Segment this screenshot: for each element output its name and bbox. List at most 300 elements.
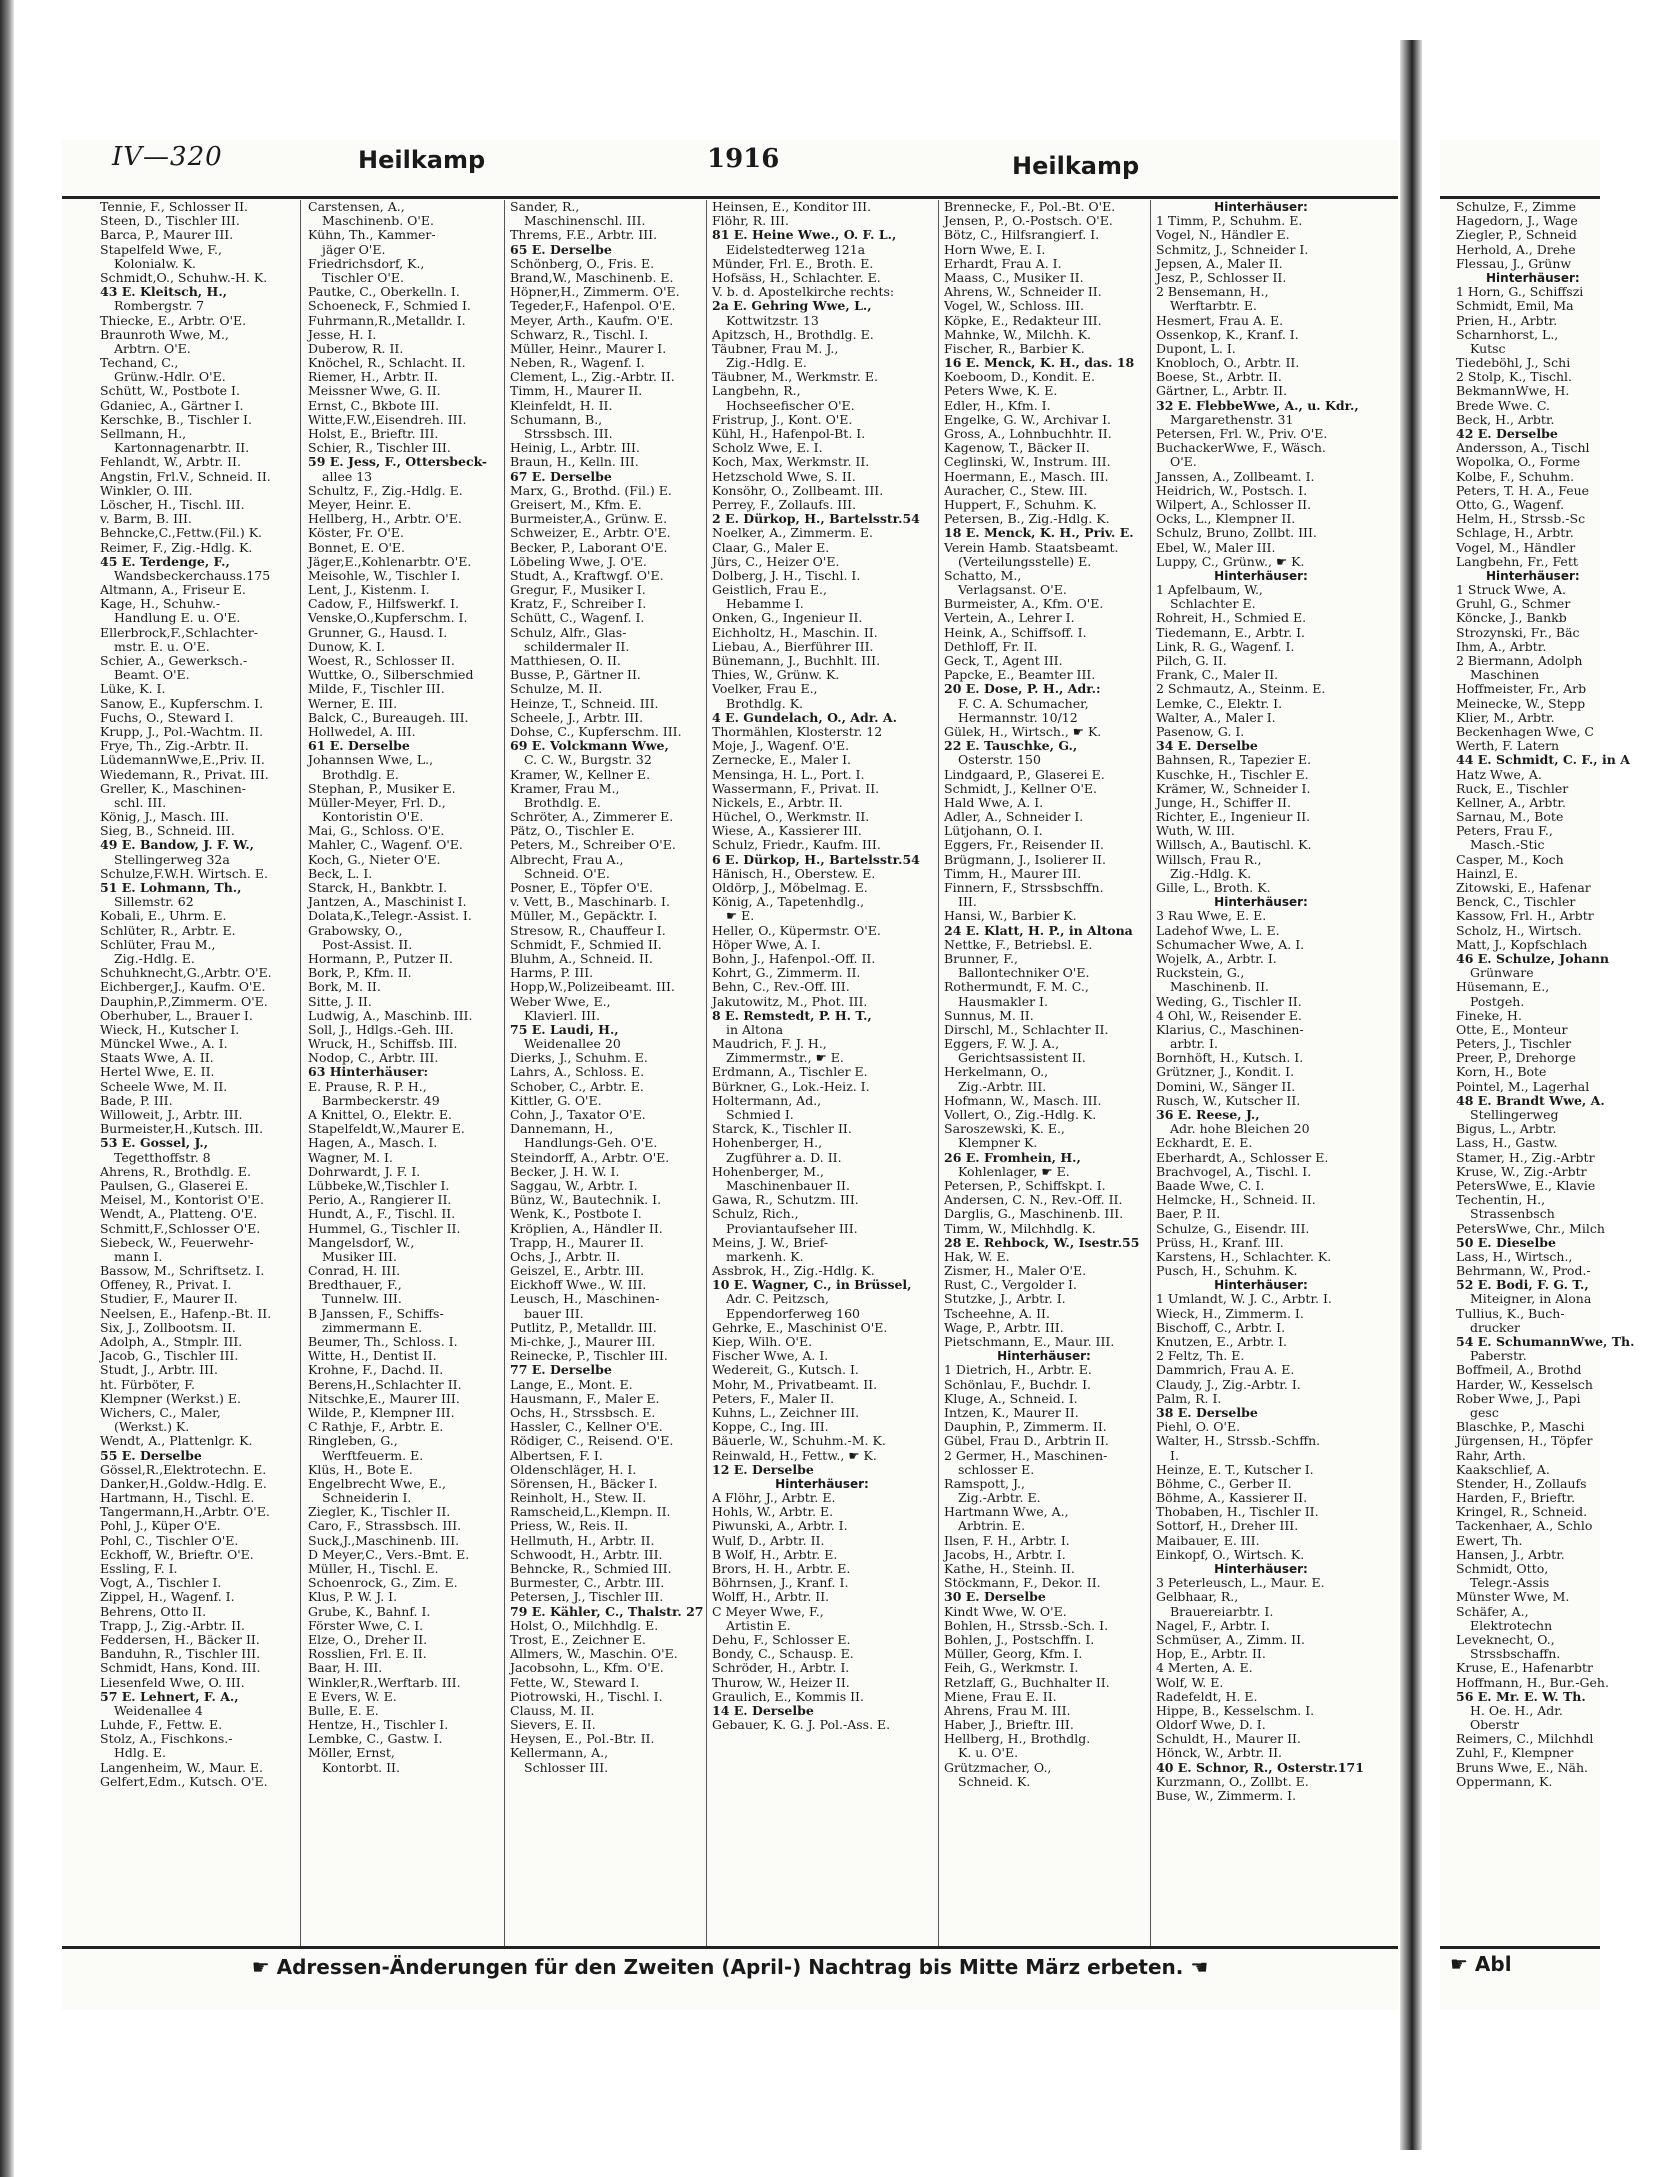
directory-entry: Maschinenschl. III. [524, 213, 646, 229]
directory-entry: Maschinenb. O'E. [322, 213, 434, 229]
directory-entry: Grabowsky, O., [308, 922, 403, 938]
directory-entry: Scheele Wwe, M. II. [100, 1078, 228, 1094]
directory-entry: 2 Schmautz, A., Steinm. E. [1156, 681, 1326, 697]
directory-entry: Hausmakler I. [958, 993, 1048, 1009]
directory-entry: Wieck, H., Kutscher I. [100, 1021, 240, 1037]
house-number-entry: 40 E. Schnor, R., Osterstr.171 [1156, 1759, 1364, 1775]
directory-entry: Rombergstr. 7 [114, 298, 205, 314]
directory-entry: Winkler,R.,Werftarb. III. [308, 1674, 461, 1690]
directory-entry: Hoermann, E., Masch. III. [944, 468, 1109, 484]
directory-entry: Schulz, Rich., [712, 1206, 799, 1222]
directory-entry: Studt, A., Kraftwgf. O'E. [510, 567, 664, 583]
directory-entry: Trapp, J., Zig.-Arbtr. II. [100, 1617, 245, 1633]
directory-entry: Altmann, A., Friseur E. [100, 582, 246, 598]
directory-entry: Pätz, O., Tischler E. [510, 823, 635, 839]
directory-entry: Adr. hohe Bleichen 20 [1170, 1121, 1310, 1137]
pointing-hand-icon: ☛ [251, 1955, 270, 1979]
directory-entry: Klus, P. W. J. I. [308, 1589, 398, 1605]
directory-entry: Timm, H., Maurer II. [510, 383, 643, 399]
directory-entry: Bahnsen, R., Tapezier E. [1156, 752, 1312, 768]
directory-entry: Schmidt, J., Kellner O'E. [944, 780, 1097, 796]
directory-entry: Schuhknecht,G.,Arbtr. O'E. [100, 965, 272, 981]
directory-entry: Stamer, H., Zig.-Arbtr [1456, 1149, 1595, 1165]
directory-entry: Hainzl, E. [1456, 865, 1519, 881]
directory-entry: Clauss, M. II. [510, 1702, 595, 1718]
directory-entry: Strssbsch. III. [524, 426, 613, 441]
directory-entry: Adr. C. Peitzsch, [726, 1291, 829, 1307]
directory-entry: Ruck, E., Tischler [1456, 780, 1569, 796]
directory-entry: Dauphin,P.,Zimmerm. O'E. [100, 993, 268, 1009]
directory-entry: Tangermann,H.,Arbtr. O'E. [100, 1504, 270, 1520]
directory-entry: Wendt, A., Plattenlgr. K. [100, 1433, 253, 1449]
directory-entry: Schröter, A., Zimmerer E. [510, 809, 674, 825]
directory-entry: Schönberg, O., Fris. E. [510, 255, 655, 271]
directory-entry: Friedrichsdorf, K., [308, 255, 425, 271]
directory-entry: Schwarz, R., Tischl. I. [510, 326, 649, 342]
directory-entry: Posner, E., Töpfer O'E. [510, 880, 654, 895]
directory-entry: E Evers, W. E. [308, 1688, 397, 1704]
directory-entry: Schulze, M. II. [510, 681, 603, 697]
directory-entry: Grünware [1470, 965, 1534, 981]
directory-entry: Braun, H., Kelln. III. [510, 454, 639, 470]
directory-entry: Jürs, C., Heizer O'E. [712, 553, 840, 569]
directory-entry: Finnern, F., Strssbschffn. [944, 880, 1104, 895]
directory-entry: Graulich, E., Kommis II. [712, 1688, 864, 1704]
directory-entry: Täubner, M., Werkmstr. E. [712, 369, 878, 385]
house-number-entry: 20 E. Dose, P. H., Adr.: [944, 681, 1101, 697]
directory-entry: Hohls, W., Arbtr. E. [712, 1504, 834, 1520]
directory-entry: Tennie, F., Schlosser II. [100, 199, 249, 214]
directory-entry: Schier, R., Tischler III. [308, 440, 451, 456]
directory-entry: Petersen, B., Zig.-Hdlg. K. [944, 511, 1110, 527]
directory-entry: Sellmann, H., [100, 426, 187, 441]
directory-entry: Holst, O., Milchhdlg. E. [510, 1617, 659, 1633]
directory-entry: Rosslien, Frl. E. II. [308, 1646, 427, 1662]
directory-entry: Tunnelw. III. [322, 1291, 402, 1307]
directory-entry: Kramer, W., Kellner E. [510, 766, 651, 782]
directory-entry: Oppermann, K. [1456, 1773, 1553, 1789]
directory-entry: BekmannWwe, H. [1456, 383, 1570, 399]
directory-entry: Allmers, W., Maschin. O'E. [510, 1646, 678, 1662]
directory-entry: Hartmann Wwe, A., [944, 1504, 1069, 1520]
directory-entry: Gebauer, K. G. J. Pol.-Ass. E. [712, 1717, 891, 1733]
directory-entry: Schröder, H., Arbtr. I. [712, 1660, 850, 1676]
directory-entry: 1 Horn, G., Schiffszi [1456, 284, 1584, 300]
directory-entry: Müller, Georg, Kfm. I. [944, 1646, 1083, 1662]
directory-entry: Apitzsch, H., Brothdlg. E. [712, 326, 874, 342]
directory-entry: Steen, D., Tischler III. [100, 213, 240, 229]
directory-entry: 2 Stolp, K., Tischl. [1456, 369, 1573, 385]
directory-entry: Scholz, H., Wirtsch. [1456, 922, 1582, 938]
directory-entry: Hofsäss, H., Schlachter. E. [712, 269, 881, 285]
directory-page-right [1440, 140, 1635, 2010]
directory-entry: Ochs, H., Strssbsch. E. [510, 1404, 656, 1420]
directory-entry: Lass, H., Gastw. [1456, 1135, 1558, 1151]
directory-entry: Erhardt, Frau A. I. [944, 255, 1062, 271]
directory-entry: O'E. [1170, 454, 1197, 470]
directory-entry: Hoffmann, H., Bur.-Geh. [1456, 1674, 1609, 1690]
directory-entry: Brennecke, F., Pol.-Bt. O'E. [944, 199, 1116, 214]
directory-entry: Moje, J., Wagenf. O'E. [712, 738, 850, 754]
directory-entry: Banduhn, R., Tischler III. [100, 1646, 261, 1662]
directory-entry: Clement, L., Zig.-Arbtr. II. [510, 369, 675, 385]
directory-entry: Oberhuber, L., Brauer I. [100, 1007, 253, 1023]
directory-entry: Schumann, B., [510, 411, 603, 427]
directory-entry: 3 Peterleusch, L., Maur. E. [1156, 1575, 1325, 1591]
directory-entry: Liebau, A., Bierführer III. [712, 638, 874, 654]
directory-entry: Beckenhagen Wwe, C [1456, 723, 1594, 739]
directory-entry: Essling, F. I. [100, 1561, 178, 1576]
directory-entry: Mi-chke, J., Maurer III. [510, 1334, 656, 1349]
directory-entry: Ziegler, K., Tischler II. [308, 1504, 451, 1520]
directory-entry: Bruns Wwe, E., Näh. [1456, 1759, 1589, 1775]
directory-entry: Dehu, F., Schlosser E. [712, 1631, 851, 1647]
directory-entry: Musiker III. [322, 1248, 397, 1264]
directory-entry: Hdlg. E. [114, 1745, 166, 1761]
house-number-entry: 52 E. Bodi, F. G. T., [1456, 1277, 1589, 1293]
directory-entry: Löscher, H., Tischl. III. [100, 496, 245, 512]
directory-entry: Osterstr. 150 [958, 752, 1041, 768]
directory-entry: Wichers, C., Maler, [100, 1404, 221, 1420]
directory-entry: Leveknecht, O., [1456, 1631, 1555, 1647]
directory-entry: Timm, W., Milchhdlg. K. [944, 1220, 1096, 1236]
directory-entry: Elektrotechn [1470, 1617, 1553, 1633]
directory-entry: Fischer Wwe, A. I. [712, 1348, 829, 1364]
directory-entry: Kathe, H., Steinh. II. [944, 1561, 1075, 1576]
directory-entry: V. b. d. Apostelkirche rechts: [712, 284, 895, 300]
directory-entry: Petersen, P., Schiffskpt. I. [944, 1177, 1106, 1193]
directory-entry: Holst, E., Brieftr. III. [308, 426, 439, 441]
directory-entry: Carstensen, A., [308, 199, 405, 214]
directory-entry: Stutzke, J., Arbtr. I. [944, 1291, 1066, 1307]
directory-entry: Walter, A., Maler I. [1156, 709, 1276, 725]
directory-entry: Feih, G., Werkmstr. I. [944, 1660, 1079, 1676]
directory-entry: Witte,F.W.,Eisendreh. III. [308, 411, 467, 427]
directory-entry: Gdaniec, A., Gärtner I. [100, 397, 244, 413]
directory-entry: Oberstr [1470, 1717, 1520, 1733]
directory-entry: Brunner, F., [944, 950, 1018, 966]
directory-entry: Wojelk, A., Arbtr. I. [1156, 950, 1277, 966]
directory-entry: Bassow, M., Schriftsetz. I. [100, 1263, 265, 1279]
directory-entry: Gruhl, G., Schmer [1456, 596, 1571, 612]
directory-entry: Zippel, H., Wagenf. I. [100, 1589, 235, 1605]
directory-entry: Becker, P., Laborant O'E. [510, 539, 668, 555]
directory-entry: Berens,H.,Schlachter II. [308, 1376, 462, 1392]
directory-entry: Kellermann, A., [510, 1745, 609, 1761]
directory-entry: Noelker, A., Zimmerm. E. [712, 525, 873, 541]
directory-entry: Heinsen, E., Konditor III. [712, 199, 872, 214]
directory-entry: Behn, C., Rev.-Off. III. [712, 979, 850, 995]
directory-entry: Münster Wwe, M. [1456, 1589, 1570, 1605]
directory-entry: Witte, H., Dentist II. [308, 1348, 437, 1364]
directory-entry: Eickhoff Wwe., W. III. [510, 1277, 647, 1293]
directory-entry: Ochs, J., Arbtr. II. [510, 1248, 621, 1264]
directory-entry: Tiedeböhl, J., Schi [1456, 355, 1571, 371]
directory-entry: Nodop, C., Arbtr. III. [308, 1050, 439, 1066]
directory-entry: Dauphin, P., Zimmerm. II. [944, 1419, 1107, 1435]
directory-entry: Otte, E., Monteur [1456, 1021, 1568, 1037]
directory-entry: Heinig, L., Arbtr. III. [510, 440, 640, 456]
directory-entry: Weding, G., Tischler II. [1156, 993, 1302, 1009]
house-number-entry: 48 E. Brandt Wwe, A. [1456, 1092, 1605, 1108]
directory-entry: Thiecke, E., Arbtr. O'E. [100, 312, 247, 328]
directory-entry: Schmidt, F., Schmied II. [510, 936, 662, 952]
directory-entry: Ilsen, F. H., Arbtr. I. [944, 1532, 1070, 1548]
directory-entry: Wilde, P., Klempner III. [308, 1404, 455, 1420]
directory-entry: schildermaler II. [524, 638, 630, 654]
footer-rule [62, 1946, 1398, 1949]
directory-entry: Bünz, W., Bautechnik. I. [510, 1192, 662, 1208]
directory-entry: Busse, P., Gärtner II. [510, 667, 641, 683]
directory-entry: Pohl, C., Tischler O'E. [100, 1532, 239, 1548]
directory-entry: Böhrnsen, J., Kranf. I. [712, 1575, 849, 1591]
directory-entry: Münckel Wwe., A. I. [100, 1036, 228, 1052]
directory-entry: Köncke, J., Bankb [1456, 610, 1567, 626]
directory-entry: Ernst, C., Bkbote III. [308, 397, 440, 413]
directory-entry: Arbtrn. O'E. [114, 340, 191, 356]
directory-entry: Eberhardt, A., Schlosser E. [1156, 1149, 1329, 1165]
directory-entry: Eppendorferweg 160 [726, 1305, 861, 1321]
section-heading: Hinterhäuser: [1486, 568, 1580, 583]
house-number-entry: 46 E. Schulze, Johann [1456, 950, 1609, 966]
directory-entry: Lindgaard, P., Glaserei E. [944, 766, 1105, 782]
directory-entry: Hald Wwe, A. I. [944, 794, 1044, 810]
footer-notice-fragment: Abl [1474, 1952, 1512, 1976]
directory-entry: Knobloch, O., Arbtr. II. [1156, 355, 1300, 371]
directory-entry: Eichholtz, H., Maschin. II. [712, 624, 878, 640]
house-number-entry: 26 E. Fromhein, H., [944, 1149, 1081, 1165]
directory-entry: Saroszewski, K. E., [944, 1121, 1065, 1137]
directory-entry: Hochseefischer O'E. [726, 397, 855, 413]
directory-entry: Ahrens, Frau M. III. [944, 1702, 1071, 1718]
directory-entry: Werner, E. III. [308, 695, 398, 711]
scan-edge-left [0, 0, 14, 2177]
directory-entry: Reinecke, P., Tischler III. [510, 1348, 668, 1364]
directory-entry: arbtr. I. [1170, 1036, 1218, 1052]
directory-column-3 [510, 199, 704, 1946]
directory-entry: Heink, A., Schiffsoff. I. [944, 624, 1087, 640]
directory-entry: Lüke, K. I. [100, 681, 166, 697]
directory-entry: Hollwedel, A. III. [308, 723, 416, 739]
directory-entry: Riemer, H., Arbtr. II. [308, 369, 438, 385]
directory-entry: Ocks, L., Klempner II. [1156, 511, 1296, 527]
house-number-entry: 12 E. Derselbe [712, 1461, 814, 1477]
directory-entry: Fineke, H. [1456, 1007, 1522, 1023]
directory-entry: Albrecht, Frau A., [510, 851, 624, 867]
section-heading: Hinterhäuser: [775, 1476, 869, 1491]
directory-entry: Jacobsohn, L., Kfm. O'E. [510, 1660, 664, 1676]
directory-entry: Schulze,F.W.H. Wirtsch. E. [100, 865, 268, 881]
house-number-entry: 22 E. Tauschke, G., [944, 738, 1078, 754]
directory-entry: Fuhrmann,R.,Metalldr. I. [308, 312, 466, 328]
directory-entry: Böhme, A., Kassierer II. [1156, 1490, 1308, 1506]
directory-entry: Schneiderin I. [322, 1490, 412, 1506]
directory-entry: Meyer, Heinr. E. [308, 496, 412, 512]
directory-entry: Pohl, J., Küper O'E. [100, 1518, 221, 1534]
directory-entry: Telegr.-Assis [1470, 1575, 1550, 1591]
directory-entry: Stöckmann, F., Dekor. II. [944, 1575, 1101, 1591]
directory-entry: Kittler, G. O'E. [510, 1092, 602, 1108]
directory-entry: Bohn, J., Hafenpol.-Off. II. [712, 950, 876, 966]
directory-entry: Eckhardt, E. E. [1156, 1135, 1253, 1151]
directory-entry: Jacob, G., Tischler III. [100, 1348, 239, 1364]
directory-entry: Bürkner, G., Lok.-Heiz. I. [712, 1078, 870, 1094]
directory-entry: Winkler, O. III. [100, 482, 193, 498]
directory-entry: Starck, K., Tischler II. [712, 1121, 852, 1137]
directory-entry: 4 Ohl, W., Reisender E. [1156, 1007, 1302, 1023]
directory-entry: Holtermann, Ad., [712, 1092, 822, 1108]
directory-entry: Albertsen, F. I. [510, 1447, 603, 1463]
directory-entry: Stephan, P., Musiker E. [308, 780, 456, 796]
directory-entry: Korn, H., Bote [1456, 1064, 1547, 1080]
directory-entry: Fehlandt, W., Arbtr. II. [100, 454, 241, 470]
directory-entry: Hellberg, H., Brothdlg. [944, 1731, 1091, 1747]
directory-entry: Grützmacher, O., [944, 1759, 1052, 1775]
directory-entry: Dolata,K.,Telegr.-Assist. I. [308, 908, 472, 924]
directory-entry: Danker,H.,Goldw.-Hdlg. E. [100, 1475, 267, 1491]
directory-entry: Woest, R., Schlosser II. [308, 653, 455, 668]
directory-entry: Petersen, J., Tischler III. [510, 1589, 664, 1605]
directory-entry: Angstin, Frl.V., Schneid. II. [100, 468, 271, 484]
directory-entry: Bünemann, J., Buchhlt. III. [712, 653, 881, 668]
directory-entry: Schultz, F., Zig.-Hdlg. E. [308, 482, 463, 498]
directory-entry: Maschinenbauer II. [726, 1177, 850, 1193]
directory-entry: Lübbeke,W.,Tischler I. [308, 1177, 450, 1193]
directory-entry: Koppe, C., Ing. III. [712, 1419, 829, 1435]
directory-entry: Maass, C., Musiker II. [944, 269, 1084, 285]
directory-entry: Thies, W., Grünw. K. [712, 667, 840, 683]
directory-entry: E. Prause, R. P. H., [308, 1078, 427, 1094]
directory-entry: Mahler, C., Wagenf. O'E. [308, 837, 463, 853]
directory-entry: Staats Wwe, A. II. [100, 1050, 214, 1066]
directory-entry: Schlüter, Frau M., [100, 936, 216, 952]
directory-entry: Thurow, W., Heizer II. [712, 1674, 850, 1690]
directory-entry: Hagedorn, J., Wage [1456, 213, 1578, 229]
directory-entry: Walter, H., Strssb.-Schffn. [1156, 1433, 1321, 1449]
directory-entry: Rust, C., Vergolder I. [944, 1277, 1077, 1293]
directory-entry: Reinholt, H., Stew. II. [510, 1490, 647, 1506]
directory-entry: Karstens, H., Schlachter. K. [1156, 1248, 1332, 1264]
directory-entry: Schumacher Wwe, A. I. [1156, 936, 1305, 952]
directory-entry: Oldörp, J., Möbelmag. E. [712, 880, 868, 895]
directory-entry: Hohenberger, M., [712, 1163, 824, 1179]
house-number-entry: 6 E. Dürkop, H., Bartelsstr.54 [712, 851, 920, 867]
directory-entry: Schmied I. [726, 1107, 794, 1122]
directory-entry: Ellerbrock,F.,Schlachter- [100, 624, 258, 640]
directory-entry: Schlosser III. [524, 1759, 609, 1775]
directory-entry: Krohne, F., Dachd. II. [308, 1362, 444, 1378]
directory-entry: B Janssen, F., Schiffs- [308, 1305, 444, 1321]
house-number-entry: 77 E. Derselbe [510, 1362, 612, 1378]
directory-entry: Köpke, E., Redakteur III. [944, 312, 1102, 328]
directory-entry: Brors, H. H., Arbtr. E. [712, 1561, 851, 1576]
directory-entry: Hartmann, H., Tischl. E. [100, 1490, 255, 1506]
directory-entry: Brügmann, J., Isolierer II. [944, 851, 1106, 867]
directory-entry: Grünw.-Hdlr. O'E. [114, 369, 226, 385]
directory-entry: Pietschmann, E., Maur. III. [944, 1334, 1115, 1349]
directory-entry: Harder, W., Kesselsch [1456, 1376, 1593, 1392]
directory-entry: Hüchel, O., Werkmstr. II. [712, 809, 870, 825]
directory-entry: Schütt, W., Postbote I. [100, 383, 240, 399]
directory-entry: Jesse, H. I. [308, 326, 377, 342]
directory-entry: Hagen, A., Masch. I. [308, 1135, 438, 1151]
directory-entry: Löbeling Wwe, J. O'E. [510, 553, 647, 569]
directory-entry: Schäfer, A., [1456, 1603, 1529, 1619]
directory-entry: Sieg, B., Schneid. III. [100, 823, 235, 839]
directory-entry: Wieck, H., Zimmerm. I. [1156, 1305, 1304, 1321]
directory-entry: Erdmann, A., Tischler E. [712, 1064, 868, 1080]
directory-entry: Sarnau, M., Bote [1456, 809, 1564, 825]
directory-entry: Tullius, K., Buch- [1456, 1305, 1565, 1321]
directory-entry: Fuchs, O., Steward I. [100, 709, 234, 725]
directory-entry: Schuldt, H., Maurer II. [1156, 1731, 1301, 1747]
page-header [62, 140, 1398, 180]
directory-entry: Reimer, F., Zig.-Hdlg. K. [100, 539, 253, 555]
directory-entry: Paberstr. [1470, 1348, 1527, 1364]
directory-entry: Schmitt,F.,Schlosser O'E. [100, 1220, 261, 1236]
directory-entry: Klempner (Werkst.) E. [100, 1390, 241, 1406]
directory-entry: Willoweit, J., Arbtr. III. [100, 1107, 243, 1122]
directory-entry: Ziegler, P., Schneid [1456, 227, 1577, 243]
directory-entry: Schoenrock, G., Zim. E. [308, 1575, 458, 1591]
directory-entry: Jäger,E.,Kohlenarbtr. O'E. [308, 553, 472, 569]
directory-entry: schlosser E. [958, 1461, 1035, 1477]
directory-entry: Nickels, E., Arbtr. II. [712, 794, 843, 810]
directory-entry: Jepsen, A., Maler II. [1156, 255, 1283, 271]
directory-entry: Bäuerle, W., Schuhm.-M. K. [712, 1433, 886, 1449]
directory-entry: Peters Wwe, K. E. [944, 383, 1058, 399]
directory-entry: Schmidt,O., Schuhw.-H. K. [100, 269, 268, 285]
directory-entry: Bondy, C., Schausp. E. [712, 1646, 854, 1662]
directory-entry: Janssen, A., Zollbeamt. I. [1156, 468, 1315, 484]
directory-entry: Kluge, A., Schneid. I. [944, 1390, 1078, 1406]
directory-entry: Scharnhorst, L., [1456, 326, 1559, 342]
directory-entry: Bork, P., Kfm. II. [308, 965, 412, 981]
directory-entry: Ladehof Wwe, L. E. [1156, 922, 1280, 938]
directory-entry: Hummel, G., Tischler II. [308, 1220, 461, 1236]
directory-entry: Pasenow, G. I. [1156, 723, 1245, 739]
directory-entry: Meins, J. W., Brief- [712, 1234, 829, 1250]
directory-entry: Beck, L. I. [308, 865, 373, 881]
directory-entry: Tegeder,F., Hafenpol. O'E. [510, 298, 676, 314]
directory-column-right-page [1456, 200, 1656, 1946]
directory-entry: Maudrich, F. J. H., [712, 1036, 827, 1052]
directory-entry: Fette, W., Steward I. [510, 1674, 640, 1690]
directory-entry: Lent, J., Kistenm. I. [308, 582, 430, 598]
directory-entry: Scheele, J., Arbtr. III. [510, 709, 644, 725]
directory-entry: Behncke,C.,Fettw.(Fil.) K. [100, 525, 262, 541]
directory-entry: Dirschl, M., Schlachter II. [944, 1021, 1109, 1037]
directory-entry: Gregur, F., Musiker I. [510, 582, 646, 598]
directory-entry: Zig.-Arbtr. III. [958, 1078, 1047, 1094]
directory-entry: Brothdlg. K. [726, 695, 804, 711]
directory-entry: Stender, H., Zollaufs [1456, 1475, 1587, 1491]
directory-entry: Fischer, R., Barbier K. [944, 340, 1085, 356]
directory-entry: Domini, W., Sänger II. [1156, 1078, 1296, 1094]
directory-entry: Behncke, R., Schmied III. [510, 1561, 672, 1576]
directory-entry: Steindorff, A., Arbtr. O'E. [510, 1149, 670, 1165]
directory-entry: Grützner, J., Kondit. I. [1156, 1064, 1295, 1080]
directory-entry: Hormann, P., Putzer II. [308, 950, 453, 966]
directory-entry: Offeney, R., Privat. I. [100, 1277, 232, 1293]
directory-entry: Strassenbsch [1470, 1206, 1555, 1222]
directory-entry: jäger O'E. [322, 241, 386, 257]
directory-entry: Heinze, E. T., Kutscher I. [1156, 1461, 1314, 1477]
directory-entry: Zernecke, E., Maler I. [712, 752, 851, 768]
directory-entry: Adler, A., Schneider I. [944, 809, 1084, 825]
directory-entry: Willsch, A., Bautischl. K. [1156, 837, 1312, 853]
house-number-entry: 32 E. FlebbeWwe, A., u. Kdr., [1156, 397, 1359, 413]
